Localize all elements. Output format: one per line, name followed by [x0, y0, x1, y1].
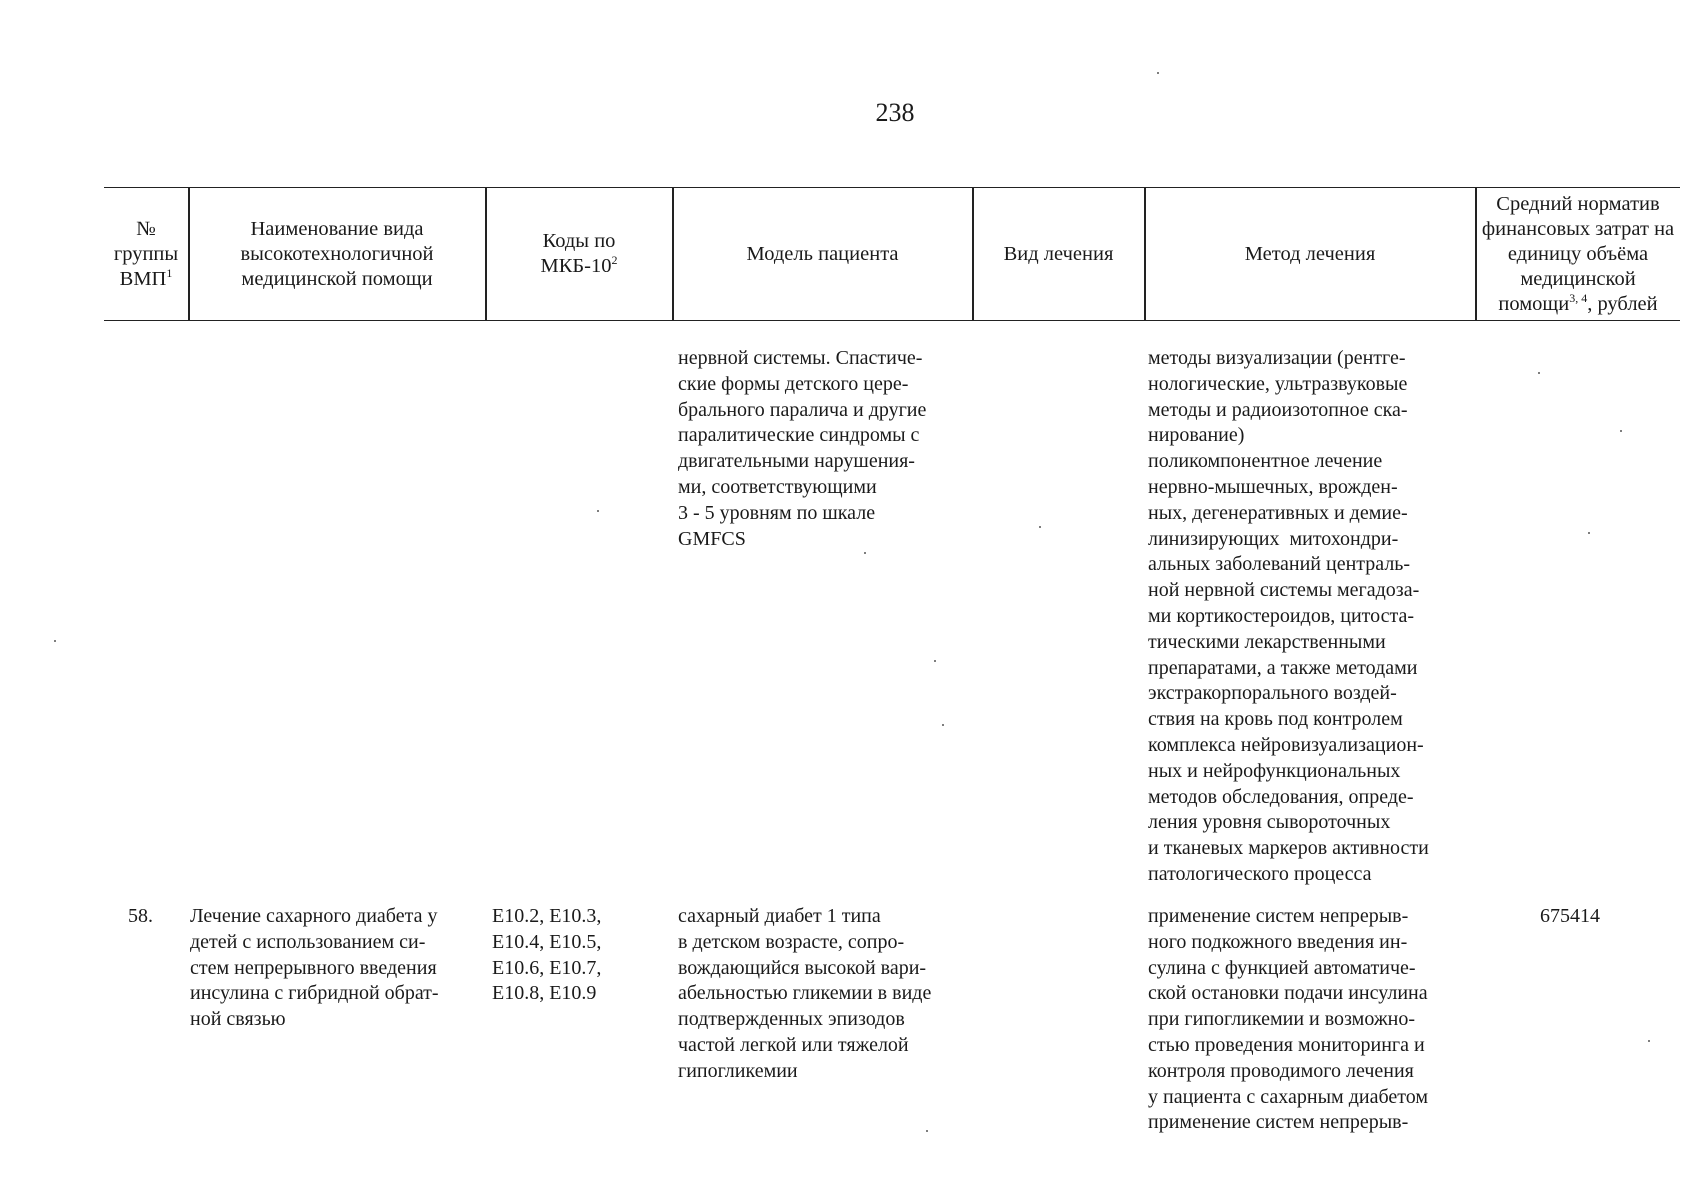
scan-speck [1588, 532, 1590, 534]
scan-speck [1538, 372, 1540, 374]
header-treatment-method: Метод лечения [1244, 242, 1376, 265]
footnote-2: 2 [611, 253, 618, 268]
header-group-number-text: № группы ВМП [113, 217, 179, 290]
row-58-treatment-method: применение систем непрерыв- ного подкожного введения ин- сулина с функцией автоматиче- ской остановки подачи инсулина при гипогликемии и возможно- стью проведения мониторинга и контроля проводимого лечения у пациента с сахарным диабетом применение систем непрерыв- [1148, 905, 1429, 1134]
header-icd-codes [486, 188, 672, 320]
scan-speck [934, 660, 936, 662]
page-number: 238 [875, 98, 915, 127]
header-vmp-name: Наименование вида высокотехнологичной медицинской помощи [240, 217, 434, 290]
header-average-cost-text: Средний норматив финансовых затрат на единицу объёма медицинской помощи [1481, 192, 1675, 315]
header-patient-model: Модель пациента [746, 242, 899, 265]
footnote-3-4: 3, 4 [1569, 290, 1588, 305]
scan-speck [1039, 526, 1041, 528]
row-58-average-cost: 675414 [1540, 905, 1600, 927]
row-58-icd-codes: E10.2, E10.3, E10.4, E10.5, E10.6, E10.7, E10.8, E10.9 [492, 905, 602, 1005]
header-average-cost-unit: , рублей [1587, 292, 1658, 315]
header-treatment-type: Вид лечения [1003, 242, 1114, 265]
header-icd-codes-text: Коды по МКБ-10 [540, 230, 616, 277]
row-58-patient-model: сахарный диабет 1 типа в детском возрасте, сопро- вождающийся высокой вари- абельностью гликемии в виде подтвержденных эпизодов частой легкой или тяжелой гипогликемии [678, 905, 932, 1082]
continued-treatment-method: методы визуализации (рентге- нологические, ультразвуковые методы и радиоизотопное ска- нирование) поликомпонентное лечение нервно-мышечных, врожден- ных, дегенеративных и демие- линизирующих митохондри- альных заболеваний централь- ной нервной системы мегадоза- ми кортикостероидов, цитоста- тическими лекарственными препаратами, а также методами экстракорпорального воздей- ствия на кровь под контролем комплекса нейровизуализацион- ных и нейрофункциональных методов обследования, опреде- ления уровня сывороточных и тканевых маркеров активности патологического процесса [1148, 347, 1429, 885]
header-group-number [104, 188, 188, 320]
scan-speck [1157, 72, 1159, 74]
scan-speck [1648, 1040, 1650, 1042]
scan-speck [864, 552, 866, 554]
scan-speck [942, 724, 944, 726]
header-average-cost [1476, 188, 1680, 320]
scan-speck [926, 1130, 928, 1132]
scan-speck [1620, 430, 1622, 432]
footnote-1: 1 [166, 265, 173, 280]
row-58-number: 58. [128, 905, 153, 927]
row-58-vmp-name: Лечение сахарного диабета у детей с использованием си- стем непрерывного введения инсулина с гибридной обрат- ной связью [190, 905, 439, 1031]
scan-speck [597, 510, 599, 512]
scan-speck [54, 640, 56, 642]
continued-patient-model: нервной системы. Спастиче- ские формы детского цере- брального паралича и другие паралитические синдромы с двигательными нарушения- ми, соответствующими 3 - 5 уровням по шкале GMFCS [678, 347, 927, 550]
table-header [104, 187, 1680, 321]
